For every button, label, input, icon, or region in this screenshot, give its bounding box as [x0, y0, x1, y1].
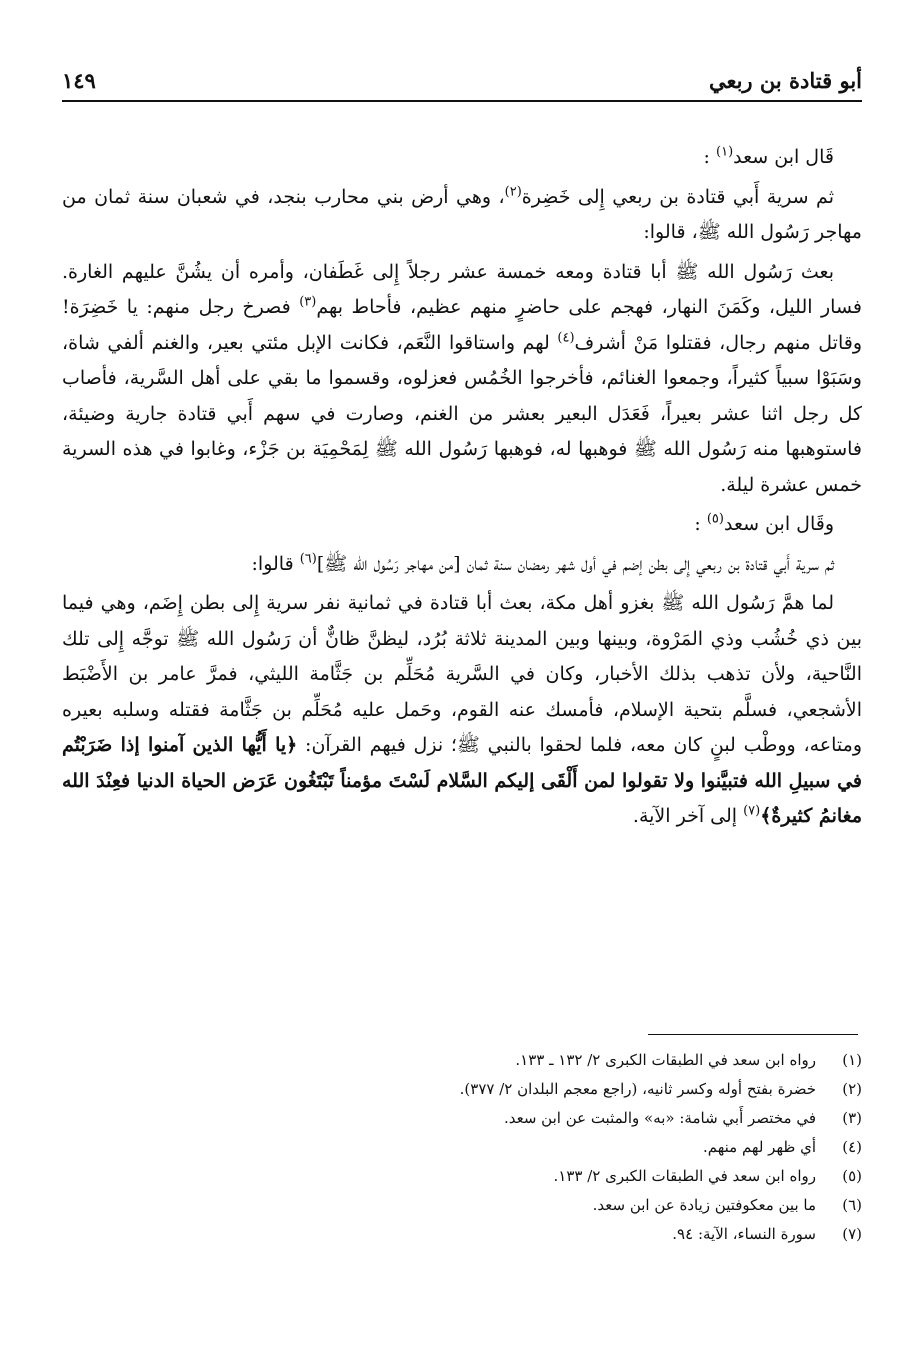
paragraph-5 [62, 547, 862, 583]
text-segment: بعث رَسُول الله ﷺ أبا قتادة ومعه خمسة عشر رجلاً إِلى غَطَفان، وأمره أن يشُنَّ عليهم الغارة. فسار الليل، وكَمَنَ النهار، فهجم على حاضرٍ منهم عظيم، فأحاط بهم [62, 260, 862, 318]
footnote-ref-3: (٣) [299, 294, 317, 310]
text-segment: قَال ابن سعد [733, 146, 834, 168]
footnote [62, 1220, 862, 1249]
footnote-number: (٢) [842, 1080, 862, 1098]
running-title: أبو قتادة بن ربعي [708, 68, 862, 93]
quran-verse: ﴿يا أَيُّها الذين آمنوا إذا ضَرَبْتُم في سبيلِ الله فتبيَّنوا ولا تقولوا لمن أَلْقَى إليكم السَّلام لَسْتَ مؤمناً تَبْتَغُون عَرَض الحياة الدنيا فعِنْدَ الله مغانمُ كثيرةٌ﴾ [62, 734, 862, 827]
text-segment: ، وهي أرض بني محارب بنجد، في شعبان سنة ثمان من مهاجر رَسُول الله ﷺ، قالوا: [62, 185, 862, 243]
footnote-ref-7: (٧) [743, 803, 761, 819]
footnote-ref-6: (٦) [299, 551, 317, 567]
footnote [62, 1075, 862, 1104]
footnote-ref-5: (٥) [706, 511, 724, 527]
footnote [62, 1104, 862, 1133]
footnote-divider [648, 1034, 858, 1035]
text-segment: فصرخ رجل منهم: يا خَضِرَة! وقاتل منهم رجال، فقتلوا مَنْ أشرف [62, 296, 862, 354]
text-segment: : [694, 513, 701, 535]
footnote-text: أي ظهر لهم منهم. [702, 1138, 816, 1156]
main-text [62, 140, 862, 839]
text-segment: قالوا: [251, 552, 300, 575]
text-segment: ثم سرية أَبي قتادة بن ربعي إِلى خَضِرة [521, 185, 834, 208]
footnote-number: (٥) [842, 1167, 862, 1185]
paragraph-6 [62, 586, 862, 835]
footnote-text: خضرة بفتح أوله وكسر ثانيه، (راجع معجم البلدان ٢/ ٣٧٧). [459, 1080, 816, 1098]
paragraph-4 [62, 507, 862, 543]
text-segment: وقَال ابن سعد [723, 513, 834, 535]
footnotes [62, 1046, 862, 1249]
footnote-text: سورة النساء، الآية: ٩٤. [672, 1225, 816, 1243]
footnote-ref-4: (٤) [557, 330, 575, 346]
footnote-number: (١) [842, 1051, 862, 1069]
footnote [62, 1162, 862, 1191]
footnote-text: ما بين معكوفتين زيادة عن ابن سعد. [592, 1196, 816, 1214]
text-segment: لهم واستاقوا النَّعَم، فكانت الإبل مئتي بعير، والغنم ألفي شاة، وسَبَوْا سبياً كثيراً، وجمعوا الغنائم، فأخرجوا الخُمُس فعزلوه، وقسموا ما بقي على أهل السَّرية، فأصاب كل رجل اثنا عشر بعيراً، فَعَدَل البعير بعشر من الغنم، وصارت في سهم أَبي قتادة جارية وضيئة، فاستوهبها منه رَسُول الله ﷺ فوهبها له، فوهبها رَسُول الله ﷺ لِمَحْمِيَة بن جَزْء، وغابوا في هذه السرية خمس عشرة ليلة. [62, 331, 862, 496]
footnote [62, 1133, 862, 1162]
paragraph-3 [62, 255, 862, 504]
footnote [62, 1191, 862, 1220]
text-segment: إلى آخر الآية. [632, 805, 744, 827]
footnote-number: (٣) [842, 1109, 862, 1127]
footnote-number: (٤) [842, 1138, 862, 1156]
page-number: ١٤٩ [62, 68, 96, 93]
footnote-ref-2: (٢) [504, 184, 522, 200]
footnote-text: في مختصر أَبي شامة: «به» والمثبت عن ابن سعد. [503, 1109, 816, 1127]
footnote [62, 1046, 862, 1075]
footnote-number: (٦) [842, 1196, 862, 1214]
footnote-ref-1: (١) [716, 144, 734, 160]
text-segment: لما همَّ رَسُول الله ﷺ بغزو أهل مكة، بعث أبا قتادة في ثمانية نفر سرية إِلى بطن إِضَم، وهي فيما بين ذي خُشُب وذي المَرْوة، وبينها وبين المدينة ثلاثة بُرُد، ليظنَّ ظانٌّ أن رَسُول الله ﷺ توجَّه إِلى تلك النَّاحية، ولأن تذهب بذلك الأخبار، وكان في السَّرية مُحَلِّم بن جَثَّامة الليثي، فمرَّ عامر بن الأَضْبَط الأشجعي، فسلَّم بتحية الإسلام، فأمسك عنه القوم، وحَمل عليه مُحَلِّم بن جَثَّامة فقتله وسلبه بعيره ومتاعه، ووطْب لبنٍ كان معه، فلما لحقوا بالنبي ﷺ؛ نزل فيهم القرآن: [62, 592, 862, 756]
paragraph-1 [62, 140, 862, 176]
paragraph-2 [62, 180, 862, 251]
footnote-text: رواه ابن سعد في الطبقات الكبرى ٢/ ١٣٢ ـ ١٣٣. [515, 1051, 816, 1069]
page-header [62, 60, 862, 102]
text-segment: : [703, 146, 710, 168]
footnote-number: (٧) [842, 1225, 862, 1243]
text-segment: ثم سرية أَبي قتادة بن ربعي إِلى بطن إضم في أول شهر رمضان سنة ثمان [من مهاجر رَسُول الله ﷺ] [316, 552, 834, 575]
footnote-text: رواه ابن سعد في الطبقات الكبرى ٢/ ١٣٣. [553, 1167, 816, 1185]
